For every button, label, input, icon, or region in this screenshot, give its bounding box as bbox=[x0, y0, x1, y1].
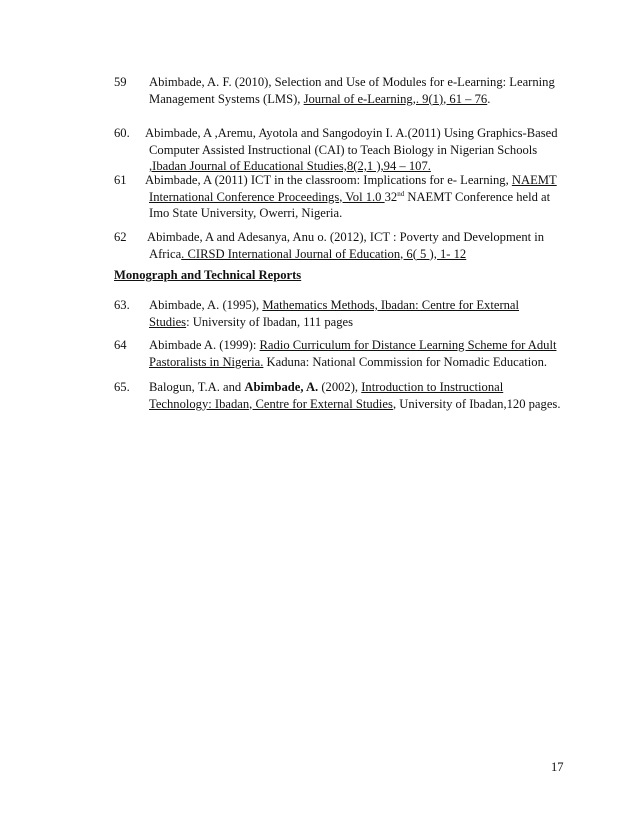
entry-line bbox=[149, 314, 353, 331]
entry-number: 59 bbox=[114, 75, 127, 89]
author-name: Abimbade, A. bbox=[244, 380, 319, 394]
entry-line: Abimbade, A. F. (2010), Selection and Use of Modules for e-Learning: Learning bbox=[149, 75, 555, 89]
journal-title: . CIRSD International Journal of Education, 6( 5 ), 1- 12 bbox=[181, 246, 467, 261]
entry-line bbox=[149, 91, 490, 108]
book-title: Pastoralists in Nigeria. bbox=[149, 354, 264, 369]
entry-line bbox=[149, 396, 560, 413]
journal-title: NAEMT bbox=[511, 173, 557, 187]
entry-number: 63. bbox=[114, 298, 130, 312]
entry-line: Imo State University, Owerri, Nigeria. bbox=[149, 206, 343, 220]
entry-line bbox=[149, 379, 503, 396]
entry-text: Abimbade, A (2011) ICT in the classroom: Implications for e- Learning, bbox=[145, 173, 512, 187]
journal-title: International Conference Proceedings, Vol 1.0 bbox=[149, 189, 385, 204]
entry-text: Abimbade A. (1999): bbox=[149, 338, 260, 352]
entry-number: 62 bbox=[114, 230, 127, 244]
entry-text: , University of Ibadan,120 pages. bbox=[392, 396, 561, 411]
book-title: Technology: Ibadan, Centre for External Studies bbox=[149, 396, 393, 411]
entry-text: : University of Ibadan, 111 pages bbox=[186, 314, 354, 329]
entry-text: 32 bbox=[384, 189, 398, 204]
journal-title: ,Ibadan Journal of Educational Studies,8(2,1 ),94 – 107. bbox=[149, 159, 431, 173]
entry-line bbox=[149, 297, 519, 314]
entry-number: 60. bbox=[114, 126, 130, 140]
section-heading: Monograph and Technical Reports bbox=[114, 268, 302, 282]
book-title: Studies bbox=[149, 314, 187, 329]
entry-text: Kaduna: National Commission for Nomadic Education. bbox=[263, 354, 548, 369]
book-title: Introduction to Instructional bbox=[361, 380, 504, 394]
journal-title: Journal of e-Learning,. 9(1), 61 – 76 bbox=[303, 91, 488, 106]
entry-number: 64 bbox=[114, 338, 127, 352]
entry-text: (2002), bbox=[318, 380, 362, 394]
entry-text: . bbox=[487, 91, 491, 106]
entry-text: Abimbade, A. (1995), bbox=[149, 298, 263, 312]
entry-line bbox=[145, 172, 557, 189]
entry-text: NAEMT Conference held at bbox=[404, 189, 551, 204]
entry-text: Africa bbox=[149, 246, 182, 261]
entry-number: 61 bbox=[114, 173, 127, 187]
page-number: 17 bbox=[551, 760, 564, 774]
ordinal-suffix: nd bbox=[397, 189, 405, 198]
book-title: Radio Curriculum for Distance Learning Scheme for Adult bbox=[259, 338, 557, 352]
entry-text: Balogun, T.A. and bbox=[149, 380, 245, 394]
entry-line bbox=[149, 354, 547, 371]
entry-line: Abimbade, A ,Aremu, Ayotola and Sangodoyin I. A.(2011) Using Graphics-Based bbox=[145, 126, 558, 140]
entry-line: Computer Assisted Instructional (CAI) to Teach Biology in Nigerian Schools bbox=[149, 142, 538, 157]
entry-text: Management Systems (LMS), bbox=[149, 91, 304, 106]
entry-number: 65. bbox=[114, 380, 130, 394]
entry-line bbox=[149, 246, 466, 263]
book-title: Mathematics Methods, Ibadan: Centre for External bbox=[262, 298, 520, 312]
entry-line bbox=[149, 337, 556, 354]
entry-line bbox=[149, 189, 550, 206]
entry-line: Abimbade, A and Adesanya, Anu o. (2012), ICT : Poverty and Development in bbox=[147, 230, 545, 244]
